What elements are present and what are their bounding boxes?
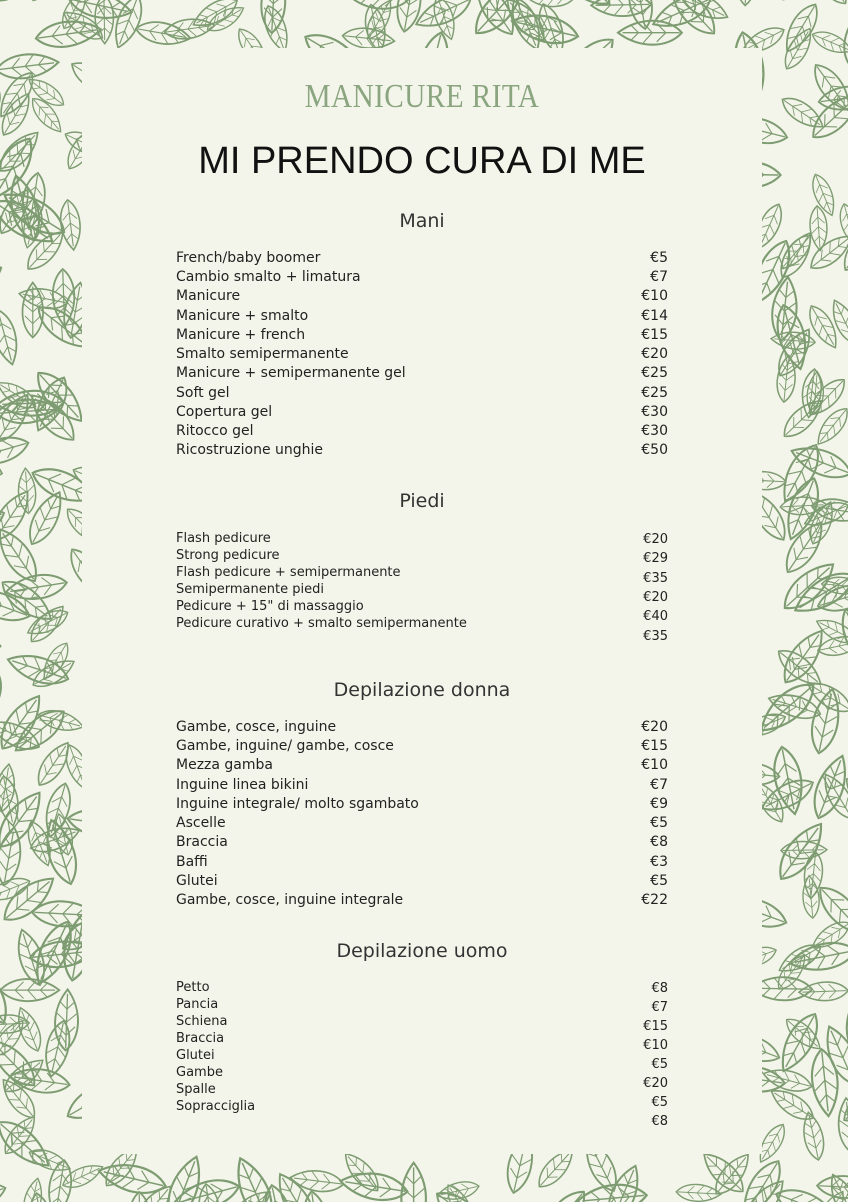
- price-value: €3: [650, 854, 668, 870]
- list-item: Gambe, cosce, inguine integrale: [176, 892, 404, 908]
- price-value: €50: [641, 442, 668, 458]
- list-item: Braccia: [176, 1031, 225, 1046]
- list-item: Cambio smalto + limatura: [176, 269, 361, 285]
- list-item: Pedicure + 15" di massaggio: [176, 599, 364, 614]
- price-value: €40: [643, 609, 668, 624]
- list-item: Baffi: [176, 854, 208, 870]
- list-item: Manicure + smalto: [176, 308, 309, 324]
- price-value: €10: [641, 288, 668, 304]
- price-value: €15: [641, 327, 668, 343]
- list-item: Manicure + french: [176, 327, 306, 343]
- list-item: Flash pedicure + semipermanente: [176, 565, 401, 580]
- list-item: Pedicure curativo + smalto semipermanente: [176, 616, 467, 631]
- list-item: Braccia: [176, 834, 228, 850]
- list-item: Mezza gamba: [176, 757, 273, 773]
- list-item: Semipermanente piedi: [176, 582, 324, 597]
- price-value: €5: [650, 250, 668, 266]
- list-item: Glutei: [176, 873, 218, 889]
- price-value: €30: [641, 423, 668, 439]
- list-item: Soft gel: [176, 385, 230, 401]
- price-value: €15: [641, 738, 668, 754]
- list-item: Gambe, cosce, inguine: [176, 719, 337, 735]
- price-value: €20: [643, 1076, 668, 1091]
- list-item: Inguine integrale/ molto sgambato: [176, 796, 419, 812]
- price-value: €7: [651, 1000, 668, 1015]
- list-item: Inguine linea bikini: [176, 777, 309, 793]
- price-value: €20: [643, 590, 668, 605]
- section-title-depilazione-uomo: Depilazione uomo: [336, 940, 508, 962]
- list-item: Smalto semipermanente: [176, 346, 349, 362]
- list-item: Sopracciglia: [176, 1099, 256, 1114]
- list-item: Glutei: [176, 1048, 215, 1063]
- section-title-depilazione-donna: Depilazione donna: [333, 679, 511, 701]
- list-item: Ritocco gel: [176, 423, 254, 439]
- brand-logo: MANICURE RITA: [304, 78, 540, 115]
- list-item: Pancia: [176, 997, 219, 1012]
- list-item: Ricostruzione unghie: [176, 442, 324, 458]
- list-item: Strong pedicure: [176, 548, 280, 563]
- price-value: €8: [650, 834, 668, 850]
- price-value: €8: [651, 981, 668, 996]
- price-value: €5: [651, 1095, 668, 1110]
- price-value: €8: [651, 1114, 668, 1129]
- price-value: €22: [641, 892, 668, 908]
- price-value: €35: [643, 571, 668, 586]
- price-value: €14: [641, 308, 668, 324]
- list-item: French/baby boomer: [176, 250, 321, 266]
- list-item: Petto: [176, 980, 210, 995]
- list-item: Spalle: [176, 1082, 216, 1097]
- list-item: Schiena: [176, 1014, 228, 1029]
- list-item: Gambe: [176, 1065, 223, 1080]
- price-value: €25: [641, 385, 668, 401]
- price-value: €5: [650, 873, 668, 889]
- price-value: €10: [643, 1038, 668, 1053]
- price-value: €30: [641, 404, 668, 420]
- list-item: Gambe, inguine/ gambe, cosce: [176, 738, 394, 754]
- list-item: Ascelle: [176, 815, 226, 831]
- list-item: Manicure + semipermanente gel: [176, 365, 406, 381]
- price-value: €25: [641, 365, 668, 381]
- price-value: €5: [651, 1057, 668, 1072]
- price-value: €29: [643, 551, 668, 566]
- section-title-piedi: Piedi: [399, 490, 445, 512]
- price-value: €10: [641, 757, 668, 773]
- price-value: €5: [650, 815, 668, 831]
- page-title: MI PRENDO CURA DI ME: [198, 140, 646, 182]
- section-title-mani: Mani: [399, 210, 445, 232]
- price-value: €35: [643, 629, 668, 644]
- list-item: Flash pedicure: [176, 531, 271, 546]
- price-value: €20: [641, 719, 668, 735]
- price-value: €7: [650, 777, 668, 793]
- list-item: Manicure: [176, 288, 241, 304]
- price-value: €15: [643, 1019, 668, 1034]
- price-value: €7: [650, 269, 668, 285]
- price-value: €20: [643, 532, 668, 547]
- list-item: Copertura gel: [176, 404, 273, 420]
- price-value: €20: [641, 346, 668, 362]
- price-value: €9: [650, 796, 668, 812]
- menu-card: [82, 48, 762, 1154]
